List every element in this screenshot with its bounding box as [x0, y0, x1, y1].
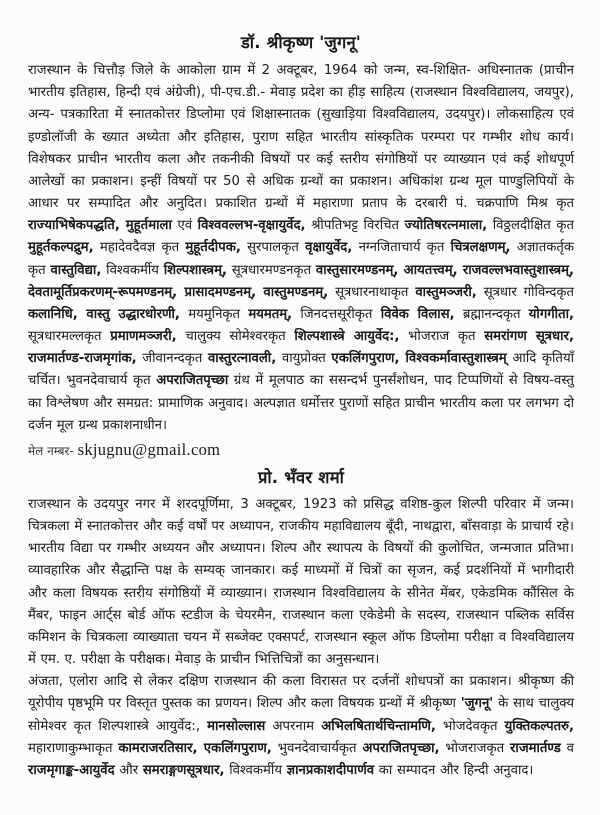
bio1-paragraph: राजस्थान के चित्तौड़ जिले के आकोला ग्राम में 2 अक्टूबर, 1964 को जन्म, स्व-शिक्षित- अधिस्नातक (प्राचीन भारतीय इतिहास, हिन्दी एवं अंग्रेजी), पी-एच.डी.- मेवाड़ प्रदेश का हीड़ साहित्य (राजस्थान विश्वविद्यालय, जयपुर), अन्य- पत्रकारिता में स्नातकोत्तर डिप्लोमा एवं शिक्षास्नातक (सुखाड़िया विश्वविद्यालय, उदयपुर)। लोकसाहित्य एवं इण्डोलॉजी के ख्यात अध्येता और इतिहास, पुराण सहित भारतीय सांस्कृतिक परम्परा पर गम्भीर शोध कार्य। विशेषकर प्राचीन भारतीय कला और तकनीकी विषयों पर कई स्तरीय संगोष्ठियों पर व्याख्यान एवं कई शोधपूर्ण आलेखों का प्रकाशन। इन्हीं विषयों पर 50 से अधिक ग्रन्थों का प्रकाशन। अधिकांश ग्रन्थ मूल पाण्डुलिपियों के आधार पर सम्पादित और अनुदित। प्रकाशित ग्रन्थों में महाराणा प्रताप के दरबारी पं. चक्रपाणि मिश्र कृत राज्याभिषेकपद्धति, मुहूर्तमाला एवं विश्ववल्लभ-वृक्षायुर्वेद, श्रीपतिभट्ट विरचित ज्योतिषरत्नमाला, विठ्ठलदीक्षित कृत मुहूर्तकल्पद्रुम, महादेवदैवज्ञ कृत मुहूर्तदीपक, सुरपालकृत वृक्षायुर्वेद, नग्नजिताचार्य कृत चित्रलक्षणम्, अज्ञातकर्तृक कृत वास्तुविद्या, विश्वकर्मीय शिल्पशास्त्रम्, सूत्रधारमण्डनकृत वास्तुसारमण्डनम्, आयतत्त्वम्, राजवल्लभवास्तुशास्त्रम्, देवतामूर्तिप्रकरणम्-रूपमण्डनम्, प्रासादमण्डनम्, वास्तुमण्डनम्, सूत्रधारनाथाकृत वास्तुमञ्जरी, सूत्रधार गोविन्दकृत कलानिधि, वास्तु उद्धारधोरणी, मयमुनिकृत मयमतम्, जिनदत्तसूरीकृत विवेक विलास, ब्रह्मानन्दकृत योगगीता, सूत्रधारमल्लकृत प्रमाणमञ्जरी, चालुक्य सोमेश्वरकृत शिल्पशास्त्रे आयुर्वेद:, भोजराज कृत समरांगण सूत्रधार, राजमार्तण्ड-राजमृगांक, जीवानन्दकृत वास्तुरत्नावली, वायुप्रोक्त एकलिंगपुराण, विश्वकर्मावास्तुशास्त्रम् आदि कृतियाँ चर्चित। भुवनदेवाचार्य कृत अपराजितपृच्छा ग्रंथ में मूलपाठ का ससन्दर्भ पुनर्संशोधन, पाद टिप्पणियों से विषय-वस्तु का विश्लेषण और समग्रत: प्रामाणिक अनुवाद। अल्पज्ञात धर्मोत्तर पुराणों सहित प्राचीन भारतीय कला पर लगभग दो दर्जन मूल ग्रन्थ प्रकाशनाधीन। [28, 63, 575, 433]
email-label: मेल नम्बर- [28, 443, 78, 458]
bio2-paragraph-1: राजस्थान के उदयपुर नगर में शरदपूर्णिमा, 3 अक्टूबर, 1923 को प्रसिद्ध वशिष्ठ-कुल शिल्पी परिवार में जन्म। चित्रकला में स्नातकोत्तर और कई वर्षों पर अध्यापन, राजकीय महाविद्यालय बूँदी, नाथद्वारा, बाँसवाड़ा के प्राचार्य रहे। भारतीय विद्या पर गम्भीर अध्ययन और अध्यापन। शिल्प और स्थापत्य के विषयों की कुलोचित, जन्मजात प्रतिभा। व्यावहारिक और सैद्धान्ति पक्ष के सम्यक् जानकार। कई माध्यमों में चित्रों का सृजन, कई प्रदर्शनियों में भागीदारी और कला विषयक स्तरीय संगोष्ठियों में व्याख्यान। राजस्थान विश्वविद्यालय के सीनेत मेंबर, एकेडमिक कौंसिल के मैंबर, फाइन आर्ट्स बोर्ड ऑफ स्टडीज के चेयरमैन, राजस्थान कला एकेडेमी के सदस्य, राजस्थान पब्लिक सर्विस कमिशन के चित्रकला व्याख्याता चयन में सब्जेक्ट एक्सपर्ट, राजस्थान स्कूल ऑफ डिप्लोमा परीक्षा व विश्वविद्यालय में एम. ए. परीक्षा के परीक्षक। मेवाड़ के प्राचीन भित्तिचित्रों का अनुसन्धान। [28, 496, 574, 668]
bio1-email-line [28, 440, 574, 460]
bio2-paragraph-2: अंजता, एलोरा आदि से लेकर दक्षिण राजस्थान की कला विरासत पर दर्जनों शोधपत्रों का प्रकाशन। श्रीकृष्ण की यूरोपीय पृष्ठभूमि पर विस्तृत पुस्तक का प्रणयन। शिल्प और कला विषयक ग्रन्थों में श्रीकृष्ण 'जुगनू' के साथ चालुक्य सोमेश्वर कृत शिल्पशास्त्रे आयुर्वेद:, मानसोल्लास अपरनाम अभिलषितार्थचिन्तामणि, भोजदेवकृत युक्तिकल्पतरु, महाराणाकुम्भाकृत कामराजरतिसार, एकलिंगपुराण, भुवनदेवाचार्यकृत अपराजितपृच्छा, भोजराजकृत राजमार्तण्ड व राजमृगाङ्क-आयुर्वेद और समराङ्गणसूत्रधार, विश्वकर्मीय ज्ञानप्रकाशदीपार्णव का सम्पादन और हिन्दी अनुवाद। [28, 674, 574, 778]
bio1-heading: डॉ. श्रीकृष्ण 'जुगनू' [240, 33, 362, 52]
email-address: skjugnu@gmail.com [77, 439, 221, 459]
bio2-heading: प्रो. भँवर शर्मा [257, 467, 345, 487]
